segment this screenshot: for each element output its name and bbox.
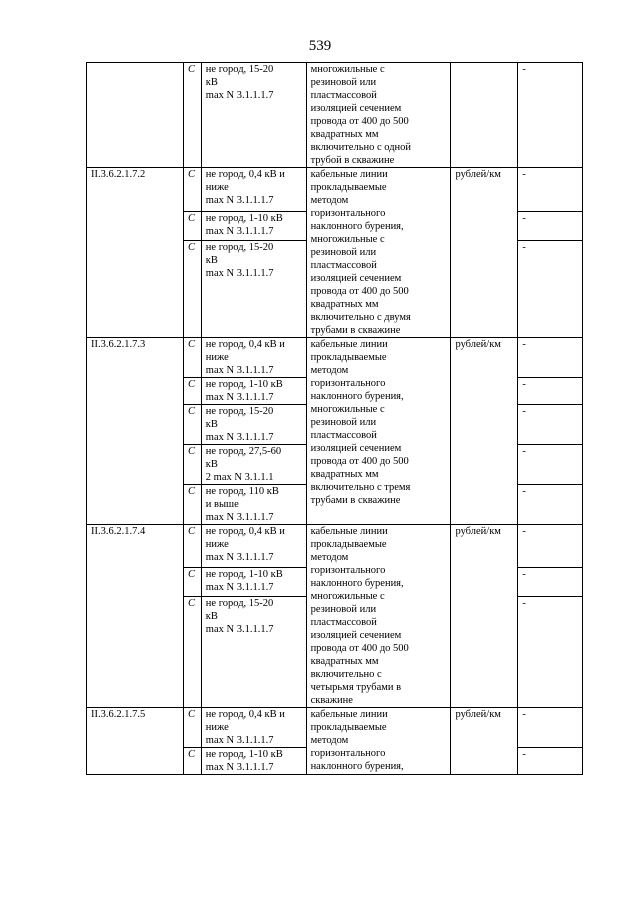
condition-cell: не город, 0,4 кВ и ниже max N 3.1.1.1.7	[201, 168, 306, 212]
condition-cell: не город, 1-10 кВ max N 3.1.1.1.7	[201, 211, 306, 240]
value-cell: -	[518, 405, 583, 445]
condition-cell: не город, 27,5-60 кВ 2 max N 3.1.1.1	[201, 445, 306, 485]
unit-cell: рублей/км	[451, 338, 518, 525]
value-cell: -	[518, 241, 583, 338]
condition-cell: не город, 1-10 кВ max N 3.1.1.1.7	[201, 378, 306, 405]
letter-cell: C	[183, 567, 201, 596]
value-cell: -	[518, 525, 583, 568]
tariff-table	[86, 62, 583, 775]
condition-cell: не город, 1-10 кВ max N 3.1.1.1.7	[201, 748, 306, 775]
condition-cell: не город, 15-20 кВ max N 3.1.1.1.7	[201, 597, 306, 708]
condition-cell: не город, 110 кВ и выше max N 3.1.1.1.7	[201, 485, 306, 525]
letter-cell: C	[183, 525, 201, 568]
condition-cell: не город, 0,4 кВ и ниже max N 3.1.1.1.7	[201, 708, 306, 748]
condition-cell: не город, 0,4 кВ и ниже max N 3.1.1.1.7	[201, 338, 306, 378]
letter-cell: C	[183, 168, 201, 212]
condition-cell: не город, 1-10 кВ max N 3.1.1.1.7	[201, 567, 306, 596]
condition-cell: не город, 0,4 кВ и ниже max N 3.1.1.1.7	[201, 525, 306, 568]
page-number: 539	[308, 38, 332, 54]
letter-cell: C	[183, 338, 201, 378]
code-cell: II.3.6.2.1.7.3	[87, 338, 184, 525]
value-cell: -	[518, 445, 583, 485]
unit-cell: рублей/км	[451, 708, 518, 775]
condition-cell: не город, 15-20 кВ max N 3.1.1.1.7	[201, 63, 306, 168]
value-cell: -	[518, 485, 583, 525]
value-cell: -	[518, 748, 583, 775]
unit-cell	[451, 63, 518, 168]
value-cell: -	[518, 338, 583, 378]
letter-cell: C	[183, 708, 201, 748]
description-cell: кабельные линии прокладываемые методом горизонтального наклонного бурения, многожильные с резиновой или пластмассовой изоляцией сечением провода от 400 до 500 квадратных мм включительно с четырьмя трубами в скважине	[306, 525, 451, 708]
code-cell: II.3.6.2.1.7.4	[87, 525, 184, 708]
code-cell	[87, 63, 184, 168]
table-row	[87, 63, 583, 168]
letter-cell: C	[183, 378, 201, 405]
value-cell: -	[518, 597, 583, 708]
condition-cell: не город, 15-20 кВ max N 3.1.1.1.7	[201, 405, 306, 445]
letter-cell: C	[183, 211, 201, 240]
description-cell: кабельные линии прокладываемые методом горизонтального наклонного бурения,	[306, 708, 451, 775]
table-row	[87, 168, 583, 212]
description-cell: многожильные с резиновой или пластмассовой изоляцией сечением провода от 400 до 500 квадратных мм включительно с одной трубой в скважине	[306, 63, 451, 168]
code-cell: II.3.6.2.1.7.2	[87, 168, 184, 338]
letter-cell: C	[183, 63, 201, 168]
unit-cell: рублей/км	[451, 525, 518, 708]
condition-cell: не город, 15-20 кВ max N 3.1.1.1.7	[201, 241, 306, 338]
letter-cell: C	[183, 445, 201, 485]
code-cell: II.3.6.2.1.7.5	[87, 708, 184, 775]
value-cell: -	[518, 168, 583, 212]
description-cell: кабельные линии прокладываемые методом горизонтального наклонного бурения, многожильные с резиновой или пластмассовой изоляцией сечением провода от 400 до 500 квадратных мм включительно с двумя трубами в скважине	[306, 168, 451, 338]
letter-cell: C	[183, 405, 201, 445]
unit-cell: рублей/км	[451, 168, 518, 338]
value-cell: -	[518, 708, 583, 748]
letter-cell: C	[183, 748, 201, 775]
table-row	[87, 525, 583, 568]
value-cell: -	[518, 211, 583, 240]
value-cell: -	[518, 567, 583, 596]
value-cell: -	[518, 63, 583, 168]
letter-cell: C	[183, 485, 201, 525]
letter-cell: C	[183, 241, 201, 338]
value-cell: -	[518, 378, 583, 405]
description-cell: кабельные линии прокладываемые методом горизонтального наклонного бурения, многожильные с резиновой или пластмассовой изоляцией сечением провода от 400 до 500 квадратных мм включительно с тремя трубами в скважине	[306, 338, 451, 525]
table-row	[87, 708, 583, 748]
table-row	[87, 338, 583, 378]
letter-cell: C	[183, 597, 201, 708]
